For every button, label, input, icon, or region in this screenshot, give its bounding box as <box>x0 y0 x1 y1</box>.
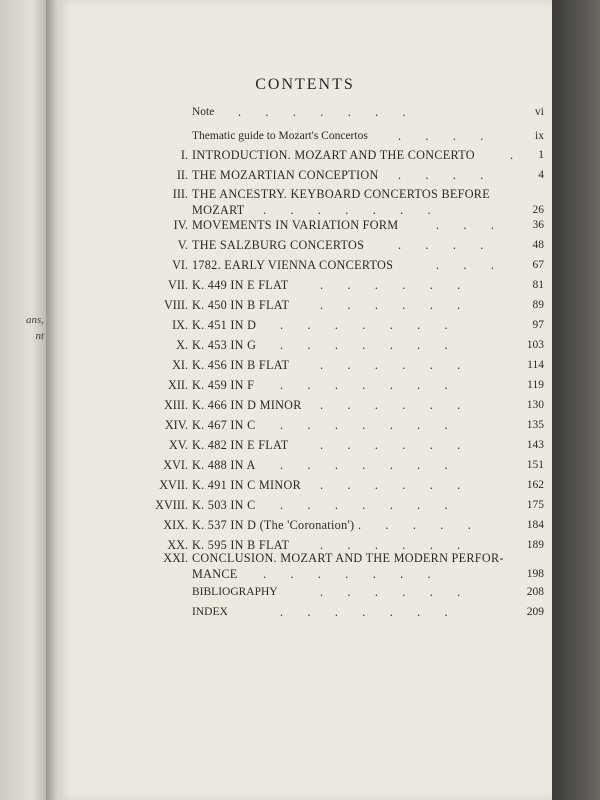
page-number: 97 <box>532 319 544 331</box>
page-number: 151 <box>526 459 544 471</box>
leader-dots: . . . . . . <box>320 538 461 552</box>
page-number: 175 <box>526 499 544 511</box>
leader-dots: . . . . . . <box>320 478 461 492</box>
page-number: ix <box>535 130 544 142</box>
chapter-number: VIII. <box>163 298 188 312</box>
toc-entry <box>58 296 552 314</box>
page-number: 162 <box>526 479 544 491</box>
chapter-title: INDEX <box>192 606 228 618</box>
chapter-title: K. 537 IN D (The 'Coronation') <box>192 518 355 532</box>
chapter-title: K. 482 IN E FLAT <box>192 438 289 452</box>
leader-dots: . . . . . . . <box>280 338 448 352</box>
page-number: 103 <box>526 339 544 351</box>
toc-entry <box>58 103 552 121</box>
page-number: 1 <box>538 149 544 161</box>
page-number: 36 <box>532 219 544 231</box>
chapter-title: K. 449 IN E FLAT <box>192 278 289 292</box>
chapter-title-continuation: MANCE <box>192 567 238 581</box>
chapter-title-continuation: MOZART <box>192 203 245 217</box>
toc-entry <box>58 496 552 514</box>
chapter-number: VI. <box>172 258 188 272</box>
toc-entry <box>58 276 552 294</box>
leader-dots: . . . . . . <box>320 585 461 599</box>
toc-entry <box>58 583 552 601</box>
page-title: CONTENTS <box>255 76 355 93</box>
page-number: 81 <box>532 279 544 291</box>
leader-dots: . . . . . . . <box>238 105 406 119</box>
chapter-title: INTRODUCTION. MOZART AND THE CONCERTO <box>192 148 475 162</box>
leader-dots: . . . . . . <box>320 278 461 292</box>
chapter-title: THE SALZBURG CONCERTOS <box>192 238 365 252</box>
toc-entry-continuation <box>58 565 552 583</box>
contents-page <box>58 0 552 800</box>
page-number: 26 <box>532 204 544 216</box>
chapter-number: XXI. <box>163 551 188 565</box>
page-number: 184 <box>526 519 544 531</box>
toc-entry <box>58 316 552 334</box>
left-page-fragment-2: nt <box>35 330 44 342</box>
toc-entry <box>58 456 552 474</box>
toc-entry <box>58 476 552 494</box>
toc-entry <box>58 166 552 184</box>
chapter-number: XIV. <box>164 418 188 432</box>
leader-dots: . . . . . . <box>320 398 461 412</box>
page-number: 135 <box>526 419 544 431</box>
chapter-title: Note <box>192 106 215 118</box>
chapter-title: K. 466 IN D MINOR <box>192 398 302 412</box>
chapter-title: K. 491 IN C MINOR <box>192 478 302 492</box>
chapter-title: K. 450 IN B FLAT <box>192 298 290 312</box>
toc-entry <box>58 396 552 414</box>
chapter-title: Thematic guide to Mozart's Concertos <box>192 130 368 142</box>
toc-entry <box>58 216 552 234</box>
toc-entry <box>58 376 552 394</box>
page-number: 143 <box>526 439 544 451</box>
page-number: 114 <box>527 359 544 371</box>
leader-dots: . . . . . . <box>320 298 461 312</box>
leader-dots: . . . . <box>398 168 484 182</box>
chapter-title: K. 451 IN D <box>192 318 257 332</box>
chapter-title: THE ANCESTRY. KEYBOARD CONCERTOS BEFORE <box>192 187 490 201</box>
chapter-title: K. 459 IN F <box>192 378 255 392</box>
leader-dots: . <box>510 148 514 162</box>
toc-entry <box>58 356 552 374</box>
chapter-number: IX. <box>172 318 188 332</box>
chapter-title: THE MOZARTIAN CONCEPTION <box>192 168 379 182</box>
toc-entry <box>58 146 552 164</box>
toc-entry <box>58 256 552 274</box>
leader-dots: . . . . . . <box>320 358 461 372</box>
chapter-number: IV. <box>173 218 188 232</box>
chapter-number: XI. <box>172 358 188 372</box>
chapter-title: 1782. EARLY VIENNA CONCERTOS <box>192 258 394 272</box>
leader-dots: . . . . . . . <box>280 318 448 332</box>
chapter-number: I. <box>180 148 188 162</box>
chapter-title: K. 467 IN C <box>192 418 256 432</box>
leader-dots: . . . . . <box>358 518 471 532</box>
toc-entry <box>58 516 552 534</box>
background-edge <box>552 0 600 800</box>
chapter-number: III. <box>172 187 188 201</box>
chapter-title: BIBLIOGRAPHY <box>192 586 278 598</box>
chapter-number: X. <box>176 338 188 352</box>
page-number: 130 <box>526 399 544 411</box>
chapter-title: MOVEMENTS IN VARIATION FORM <box>192 218 399 232</box>
leader-dots: . . . . . . . <box>263 567 431 581</box>
chapter-number: XV. <box>168 438 188 452</box>
chapter-number: XVI. <box>163 458 188 472</box>
leader-dots: . . . . . . . <box>263 203 431 217</box>
chapter-number: XIII. <box>163 398 188 412</box>
chapter-number: XVIII. <box>155 498 188 512</box>
toc-entry <box>58 185 552 203</box>
leader-dots: . . . . <box>398 129 484 143</box>
toc-entry <box>58 336 552 354</box>
toc-entry <box>58 236 552 254</box>
leader-dots: . . . . . . . <box>280 605 448 619</box>
chapter-number: V. <box>177 238 188 252</box>
page-number: 209 <box>526 606 544 618</box>
page-number: 119 <box>527 379 544 391</box>
page-number: 189 <box>526 539 544 551</box>
page-number: 208 <box>526 586 544 598</box>
left-page-edge <box>0 0 46 800</box>
leader-dots: . . . . . . <box>320 438 461 452</box>
page-number: 4 <box>538 169 544 181</box>
leader-dots: . . . . . . . <box>280 498 448 512</box>
page-number: 89 <box>532 299 544 311</box>
leader-dots: . . . . . . . <box>280 378 448 392</box>
chapter-title: K. 595 IN B FLAT <box>192 538 290 552</box>
left-page-fragment-1: ans, <box>25 314 44 326</box>
leader-dots: . . . <box>436 258 494 272</box>
page-number: 48 <box>532 239 544 251</box>
toc-entry <box>58 436 552 454</box>
chapter-title: K. 453 IN G <box>192 338 257 352</box>
page-number: vi <box>535 106 544 118</box>
leader-dots: . . . . . . . <box>280 458 448 472</box>
chapter-title: K. 456 IN B FLAT <box>192 358 290 372</box>
leader-dots: . . . <box>436 218 494 232</box>
chapter-number: XII. <box>168 378 188 392</box>
toc-entry <box>58 549 552 567</box>
chapter-title: CONCLUSION. MOZART AND THE MODERN PERFOR- <box>192 551 504 565</box>
chapter-title: K. 488 IN A <box>192 458 256 472</box>
toc-entry <box>58 127 552 145</box>
leader-dots: . . . . . . . <box>280 418 448 432</box>
toc-entry <box>58 416 552 434</box>
leader-dots: . . . . <box>398 238 484 252</box>
chapter-number: VII. <box>168 278 188 292</box>
book-gutter <box>46 0 58 800</box>
chapter-number: XX. <box>167 538 188 552</box>
chapter-number: XIX. <box>163 518 188 532</box>
chapter-number: II. <box>176 168 188 182</box>
page-number: 67 <box>532 259 544 271</box>
chapter-number: XVII. <box>159 478 188 492</box>
toc-entry <box>58 603 552 621</box>
page-number: 198 <box>526 568 544 580</box>
chapter-title: K. 503 IN C <box>192 498 256 512</box>
